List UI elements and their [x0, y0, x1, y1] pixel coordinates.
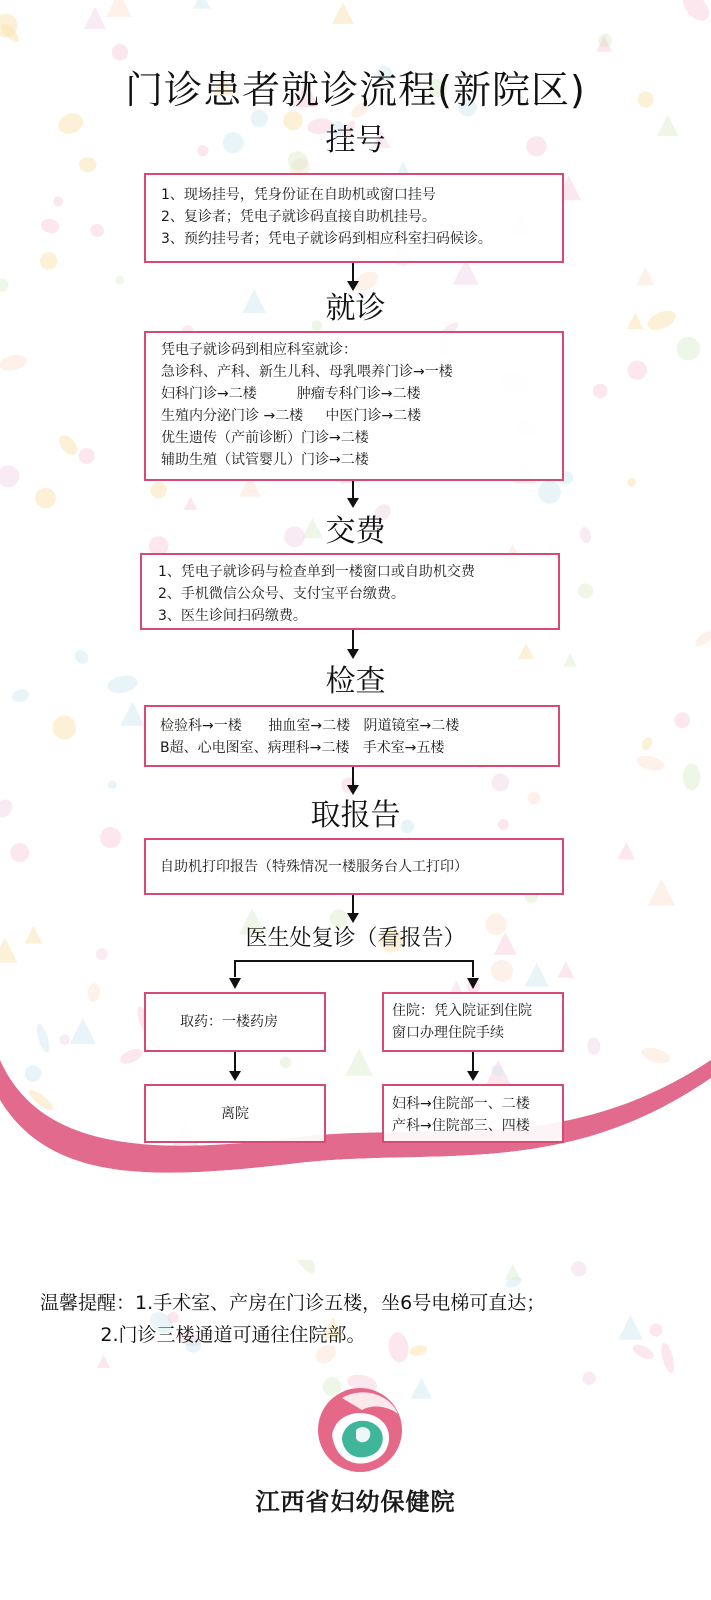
- examination-line: B超、心电图室、病理科→二楼 手术室→五楼: [160, 740, 445, 756]
- medicine-text: 取药：一楼药房: [180, 1014, 278, 1030]
- background-decoration: [648, 879, 675, 906]
- background-decoration: [635, 753, 666, 773]
- registration-line: 2、复诊者；凭电子就诊码直接自助机挂号。: [161, 209, 436, 225]
- background-decoration: [628, 361, 647, 380]
- background-decoration: [151, 482, 167, 498]
- registration-line: 1、现场挂号，凭身份证在自助机或窗口挂号: [161, 187, 436, 203]
- background-decoration: [106, 0, 132, 17]
- background-decoration: [683, 763, 700, 790]
- step-report-box: [144, 838, 564, 895]
- background-decoration: [10, 843, 29, 862]
- registration-line: 3、预约挂号者；凭电子就诊码到相应科室扫码候诊。: [161, 231, 492, 247]
- background-decoration: [193, 0, 210, 9]
- step-consultation-title: 就诊: [325, 291, 386, 326]
- consultation-line: 妇科门诊→二楼 肿瘤专科门诊→二楼: [161, 386, 421, 402]
- background-decoration: [640, 736, 654, 752]
- background-decoration: [618, 842, 636, 860]
- background-decoration: [35, 488, 56, 509]
- background-decoration: [538, 481, 561, 504]
- step-registration-title: 挂号: [325, 123, 386, 158]
- background-decoration: [636, 267, 654, 285]
- report-line: 自助机打印报告（特殊情况一楼服务台人工打印）: [160, 858, 468, 875]
- background-decoration: [112, 44, 129, 61]
- background-decoration: [571, 1261, 586, 1276]
- background-decoration: [184, 497, 197, 510]
- branch-inpatient-box: [382, 1084, 564, 1143]
- reminder-line-2: 2.门诊三楼通道可通往住院部。: [40, 1324, 366, 1346]
- background-decoration: [488, 770, 513, 795]
- admission-line: 住院：凭入院证到住院: [392, 1003, 532, 1019]
- background-decoration: [627, 478, 636, 487]
- warm-reminder: [40, 1287, 700, 1351]
- pink-wave-decoration: [0, 1060, 711, 1260]
- background-decoration: [592, 383, 608, 399]
- branch-medicine-box: [144, 992, 326, 1052]
- background-decoration: [558, 961, 574, 977]
- step-report-title: 取报告: [310, 798, 401, 833]
- inpatient-line: 产科→住院部三、四楼: [392, 1118, 530, 1134]
- step-payment-title: 交费: [325, 514, 386, 549]
- background-decoration: [578, 583, 593, 598]
- background-decoration: [53, 196, 63, 206]
- background-decoration: [693, 629, 711, 649]
- branch-admission-box: [382, 992, 564, 1052]
- background-decoration: [116, 276, 124, 284]
- background-decoration: [341, 778, 356, 793]
- background-decoration: [0, 353, 28, 373]
- background-decoration: [525, 963, 549, 987]
- background-decoration: [79, 448, 95, 464]
- consultation-line: 优生遗传（产前诊断）门诊→二楼: [161, 430, 369, 446]
- reminder-line-1: 温馨提醒：1.手术室、产房在门诊五楼，坐6号电梯可直达；: [40, 1292, 546, 1314]
- payment-line: 2、手机微信公众号、支付宝平台缴费。: [158, 586, 405, 602]
- background-decoration: [678, 0, 711, 26]
- consultation-line: 辅助生殖（试管婴儿）门诊→二楼: [161, 452, 369, 468]
- background-decoration: [505, 1264, 521, 1280]
- step-examination-box: [144, 705, 560, 767]
- background-decoration: [120, 702, 144, 726]
- page-title: 门诊患者就诊流程(新院区): [125, 68, 586, 112]
- background-decoration: [86, 982, 101, 1002]
- background-decoration: [0, 465, 19, 487]
- background-decoration: [582, 1371, 596, 1385]
- payment-line: 3、医生诊间扫码缴费。: [158, 608, 307, 624]
- inpatient-line: 妇科→住院部一、二楼: [392, 1096, 530, 1112]
- step-registration-box: [144, 173, 564, 263]
- step-followup-title: 医生处复诊（看报告）: [245, 926, 466, 951]
- consultation-line: 凭电子就诊码到相应科室就诊：: [161, 342, 357, 358]
- step-consultation-box: [144, 331, 564, 481]
- background-decoration: [89, 222, 106, 239]
- step-payment-box: [140, 553, 560, 630]
- leave-text: 离院: [221, 1105, 249, 1122]
- background-decoration: [34, 1022, 52, 1053]
- background-decoration: [84, 7, 106, 29]
- organization-name: 江西省妇幼保健院: [255, 1488, 456, 1516]
- step-examination-title: 检查: [325, 664, 386, 699]
- admission-line: 窗口办理住院手续: [392, 1025, 504, 1041]
- background-decoration: [411, 1377, 432, 1398]
- background-decoration: [491, 960, 513, 982]
- background-decoration: [108, 780, 117, 789]
- consultation-line: 生殖内分泌门诊 →二楼 中医门诊→二楼: [161, 408, 422, 424]
- background-decoration: [40, 252, 58, 270]
- background-decoration: [671, 709, 693, 731]
- background-decoration: [467, 980, 480, 993]
- background-decoration: [97, 1355, 110, 1368]
- payment-line: 1、凭电子就诊码与检查单到一楼窗口或自助机交费: [158, 564, 475, 580]
- background-decoration: [60, 1035, 70, 1045]
- background-decoration: [55, 432, 80, 458]
- hospital-logo-icon: [312, 1380, 408, 1476]
- consultation-line: 急诊科、产科、新生儿科、母乳喂养门诊→一楼: [161, 364, 453, 380]
- background-decoration: [677, 337, 701, 361]
- background-decoration: [70, 1018, 96, 1044]
- background-decoration: [39, 217, 60, 235]
- background-decoration: [332, 2, 354, 24]
- background-decoration: [518, 643, 534, 659]
- branch-leave-box: [144, 1084, 326, 1143]
- background-decoration: [52, 716, 76, 740]
- background-decoration: [587, 1037, 600, 1055]
- examination-line: 检验科→一楼 抽血室→二楼 阴道镜室→二楼: [160, 718, 460, 734]
